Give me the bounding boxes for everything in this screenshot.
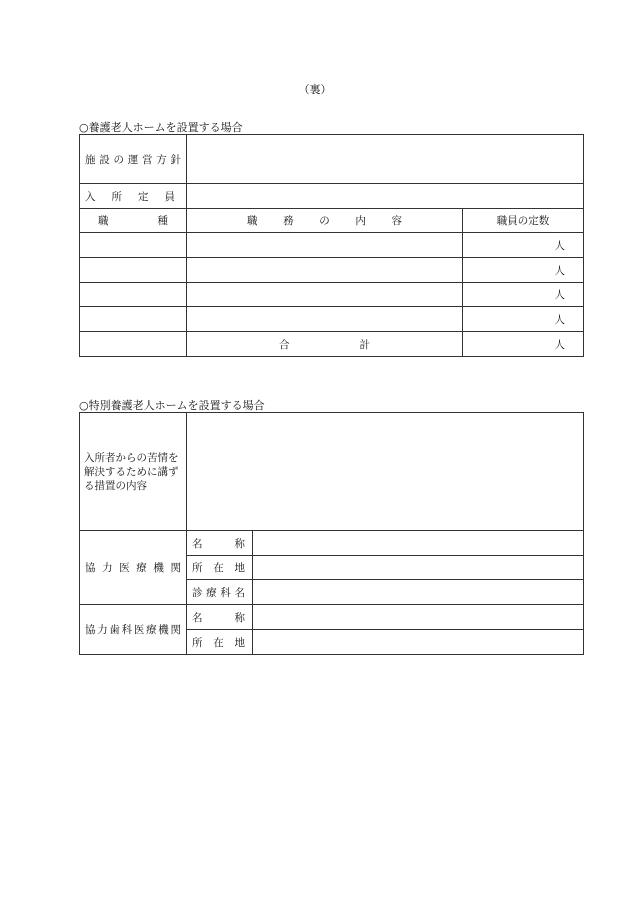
staff-type-cell[interactable]	[80, 258, 187, 283]
staff-duty-cell[interactable]	[187, 307, 463, 332]
staff-row	[80, 258, 584, 283]
staff-duty-cell[interactable]	[187, 233, 463, 258]
section1-title: ○養護老人ホームを設置する場合	[79, 121, 243, 134]
dental-address-label: 所在地	[187, 630, 253, 655]
staff-count-cell[interactable]: 人	[463, 283, 584, 307]
staff-row	[80, 307, 584, 332]
staff-type-cell[interactable]	[80, 283, 187, 307]
dental-address-value[interactable]	[253, 630, 584, 655]
header-type: 職 種	[80, 209, 187, 233]
staff-type-cell[interactable]	[80, 307, 187, 332]
medical-name-label: 名 称	[187, 531, 253, 556]
total-label-left: 合	[279, 338, 290, 351]
staff-duty-cell[interactable]	[187, 283, 463, 307]
policy-label: 施設の運営方針	[80, 135, 187, 184]
complaint-label: 入所者からの苦情を解決するために講ずる措置の内容	[80, 413, 187, 531]
header-count: 職員の定数	[463, 209, 584, 233]
medical-name-value[interactable]	[253, 531, 584, 556]
staff-count-cell[interactable]: 人	[463, 307, 584, 332]
medical-label: 協力医療機関	[80, 531, 187, 605]
medical-department-value[interactable]	[253, 580, 584, 605]
section2-title: ○特別養護老人ホームを設置する場合	[79, 399, 265, 412]
staff-count-cell[interactable]: 人	[463, 258, 584, 283]
dental-name-value[interactable]	[253, 605, 584, 630]
staff-count-cell[interactable]: 人	[463, 233, 584, 258]
page-marker: （裏）	[298, 83, 332, 96]
policy-value[interactable]	[187, 135, 584, 184]
staff-duty-cell[interactable]	[187, 258, 463, 283]
total-count-cell[interactable]: 人	[463, 332, 584, 357]
total-empty-cell	[80, 332, 187, 357]
staff-row	[80, 233, 584, 258]
special-nursing-home-table	[79, 412, 584, 655]
capacity-label: 入 所 定 員	[80, 184, 187, 209]
staff-row	[80, 283, 584, 307]
medical-address-label: 所在地	[187, 556, 253, 580]
complaint-value[interactable]	[187, 413, 584, 531]
total-label-cell	[187, 332, 463, 357]
staff-type-cell[interactable]	[80, 233, 187, 258]
total-row	[80, 332, 584, 357]
medical-department-label: 診療科名	[187, 580, 253, 605]
capacity-value[interactable]	[187, 184, 584, 209]
dental-label: 協力歯科医療機関	[80, 605, 187, 655]
total-label-right: 計	[359, 338, 370, 351]
dental-name-label: 名 称	[187, 605, 253, 630]
header-duty: 職 務 の 内 容	[187, 209, 463, 233]
medical-address-value[interactable]	[253, 556, 584, 580]
nursing-home-table	[79, 134, 584, 357]
